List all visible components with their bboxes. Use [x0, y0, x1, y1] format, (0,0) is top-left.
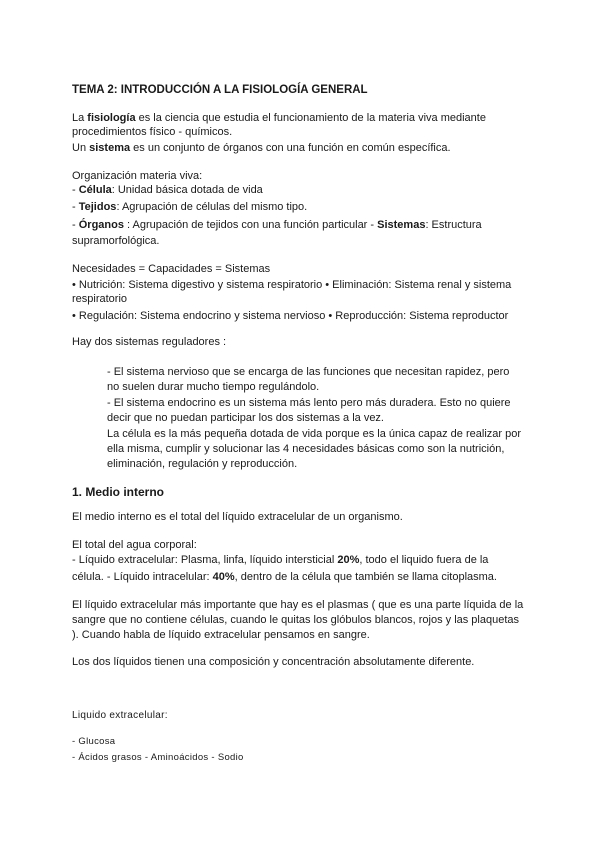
agua-line-1: El total del agua corporal:	[72, 539, 197, 551]
agua-line-2: - Líquido extracelular: Plasma, linfa, líquido intersticial 20%, todo el liquido fuera de la	[72, 554, 489, 566]
agua-line-3: célula. - Líquido intracelular: 40%, dentro de la célula que también se llama citoplasma.	[72, 571, 497, 583]
list-item-organos: - Órganos : Agrupación de tejidos con una función particular - Sistemas: Estructura	[72, 219, 482, 231]
bullet-nervioso-l2: no suelen durar mucho tiempo regulándolo.	[107, 381, 320, 393]
list-item-tejidos: - Tejidos: Agrupación de células del mismo tipo.	[72, 201, 308, 213]
plasma-line-3: ). Cuando habla de líquido extracelular pensamos en sangre.	[72, 629, 370, 641]
section-heading-medio-interno: 1. Medio interno	[72, 485, 165, 499]
list-item-celula: - Célula: Unidad básica dotada de vida	[72, 184, 263, 196]
page-title: TEMA 2: INTRODUCCIÓN A LA FISIOLOGÍA GENERAL	[72, 84, 368, 96]
celula-para-l1: La célula es la más pequeña dotada de vida porque es la única capaz de realizar por	[107, 428, 521, 440]
list-item-organos-cont: supramorfológica.	[72, 235, 160, 247]
plasma-line-1: El líquido extracelular más importante que hay es el plasmas ( que es una parte líquida de la	[72, 599, 524, 611]
list-item-glucosa: - Glucosa	[72, 736, 116, 747]
celula-para-l3: eliminación, regulación y reproducción.	[107, 458, 298, 470]
list-item-acidos: - Ácidos grasos - Aminoácidos - Sodio	[72, 752, 244, 763]
term-sistema: sistema	[89, 142, 131, 154]
necesidades-line-3: respiratorio	[72, 293, 128, 305]
bullet-endocrino-l2: decir que no puedan participar los dos sistemas a la vez.	[107, 412, 384, 424]
intro-line-2: procedimientos físico - químicos.	[72, 126, 233, 138]
bullet-nervioso-l1: - El sistema nervioso que se encarga de las funciones que necesitan rapidez, pero	[107, 366, 510, 378]
liquido-heading: Liquido extracelular:	[72, 710, 168, 721]
bullet-endocrino-l1: - El sistema endocrino es un sistema más lento pero más duradera. Esto no quiere	[107, 397, 511, 409]
necesidades-line-2: • Nutrición: Sistema digestivo y sistema respiratorio • Eliminación: Sistema renal y sistema	[72, 279, 512, 291]
necesidades-line-1: Necesidades = Capacidades = Sistemas	[72, 263, 271, 275]
composicion-line: Los dos líquidos tienen una composición y concentración absolutamente diferente.	[72, 656, 475, 668]
organizacion-heading: Organización materia viva:	[72, 170, 203, 182]
celula-para-l2: ella misma, cumplir y solucionar las 4 necesidades básicas como son la nutrición,	[107, 443, 505, 455]
reguladores-heading: Hay dos sistemas reguladores :	[72, 336, 227, 348]
term-fisiologia: fisiología	[87, 112, 136, 124]
intro-line-1: La fisiología es la ciencia que estudia el funcionamiento de la materia viva mediante	[72, 112, 486, 124]
intro-line-3: Un sistema es un conjunto de órganos con una función en común específica.	[72, 142, 451, 154]
plasma-line-2: sangre que no contiene células, cuando le quitas los glóbulos blancos, rojos y las plaquetas	[72, 614, 520, 626]
medio-definition: El medio interno es el total del líquido extracelular de un organismo.	[72, 511, 403, 523]
necesidades-line-4: • Regulación: Sistema endocrino y sistema nervioso • Reproducción: Sistema reproductor	[72, 310, 509, 322]
